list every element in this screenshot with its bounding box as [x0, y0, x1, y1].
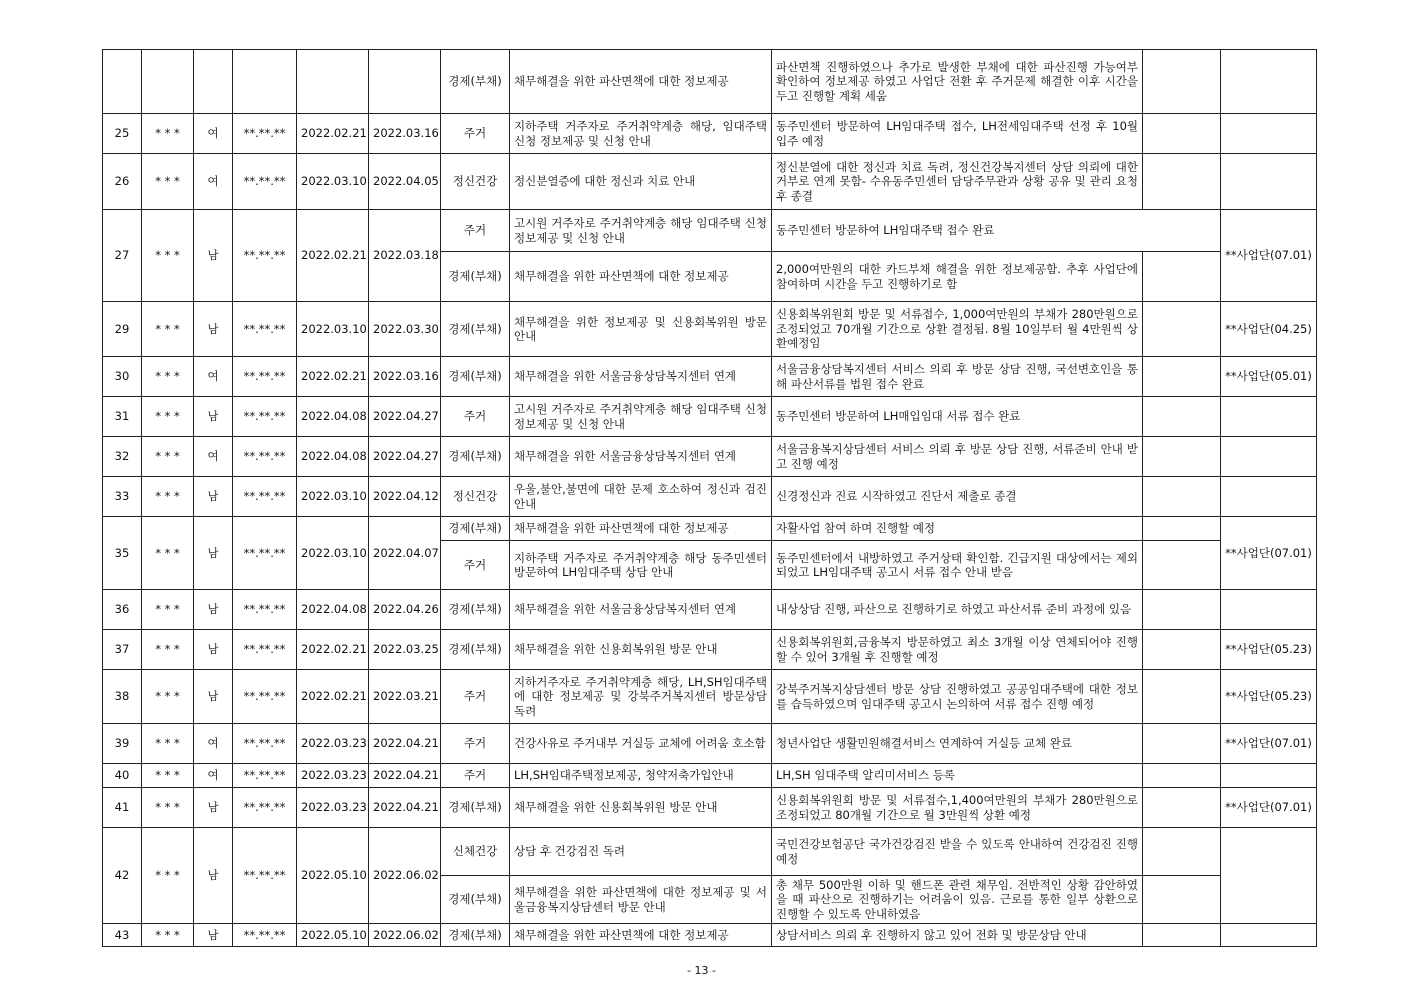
start-date-cell: 2022.02.21 — [297, 114, 369, 154]
start-date-cell: 2022.03.10 — [297, 302, 369, 357]
transfer-note-cell — [1221, 828, 1317, 924]
end-date-cell: 2022.03.16 — [369, 357, 441, 397]
birthdate-cell: **.**.** — [233, 357, 297, 397]
client-name-cell: * * * — [142, 210, 194, 302]
support-content-cell: 채무해결을 위한 정보제공 및 신용회복위원 방문 안내 — [510, 302, 772, 357]
result-cell: 서울금융상담복지센터 서비스 의뢰 후 방문 상담 진행, 국선변호인을 통해 파산서류를 법원 접수 완료 — [772, 357, 1143, 397]
table-row — [103, 50, 1317, 114]
transfer-note-cell: **사업단(05.01) — [1221, 357, 1317, 397]
category-cell: 경제(부채) — [441, 50, 510, 114]
case-number-cell: 26 — [103, 154, 142, 210]
support-content-cell: 건강사유로 주거내부 거실등 교체에 어려움 호소함 — [510, 724, 772, 764]
client-name-cell: * * * — [142, 590, 194, 630]
result-cell: 신경정신과 진료 시작하였고 진단서 제출로 종결 — [772, 477, 1143, 517]
start-date-cell: 2022.03.23 — [297, 788, 369, 828]
client-name-cell: * * * — [142, 764, 194, 788]
birthdate-cell: **.**.** — [233, 828, 297, 924]
result-cell: 신용회복위원회,금융복지 방문하였고 최소 3개월 이상 연체되어야 진행할 수 있어 3개월 후 진행할 예정 — [772, 630, 1143, 670]
blank-cell — [1143, 154, 1221, 210]
transfer-note-cell: **사업단(07.01) — [1221, 210, 1317, 302]
transfer-note-cell — [1221, 764, 1317, 788]
case-number-cell: 41 — [103, 788, 142, 828]
case-number-cell: 37 — [103, 630, 142, 670]
gender-cell: 남 — [194, 670, 233, 724]
category-cell: 주거 — [441, 397, 510, 437]
end-date-cell: 2022.06.02 — [369, 924, 441, 947]
case-number-cell: 35 — [103, 517, 142, 590]
blank-cell — [1143, 724, 1221, 764]
gender-cell: 남 — [194, 924, 233, 947]
gender-cell: 남 — [194, 590, 233, 630]
blank-cell — [1143, 924, 1221, 947]
category-cell: 경제(부채) — [441, 924, 510, 947]
case-number-cell: 40 — [103, 764, 142, 788]
client-name-cell: * * * — [142, 357, 194, 397]
category-cell: 경제(부채) — [441, 437, 510, 477]
transfer-note-cell: **사업단(05.23) — [1221, 670, 1317, 724]
case-number-cell — [103, 50, 142, 114]
client-name-cell: * * * — [142, 517, 194, 590]
result-cell: 2,000여만원의 대한 카드부채 해결을 위한 정보제공함. 추후 사업단에 참여하며 시간을 두고 진행하기로 함 — [772, 252, 1143, 302]
table-row — [103, 477, 1317, 517]
table-row — [103, 670, 1317, 724]
table-row — [103, 590, 1317, 630]
birthdate-cell: **.**.** — [233, 788, 297, 828]
client-name-cell: * * * — [142, 302, 194, 357]
blank-cell — [1143, 517, 1221, 541]
gender-cell: 여 — [194, 357, 233, 397]
end-date-cell: 2022.04.27 — [369, 397, 441, 437]
end-date-cell: 2022.04.27 — [369, 437, 441, 477]
category-cell: 정신건강 — [441, 477, 510, 517]
category-cell: 신체건강 — [441, 828, 510, 876]
blank-cell — [1143, 876, 1221, 924]
case-log-body — [103, 50, 1317, 947]
end-date-cell: 2022.04.21 — [369, 724, 441, 764]
end-date-cell — [369, 50, 441, 114]
support-content-cell: LH,SH임대주택정보제공, 청약저축가입안내 — [510, 764, 772, 788]
result-cell: 신용회복위원회 방문 및 서류접수, 1,000여만원의 부채가 280만원으로 조정되었고 70개월 기간으로 상환 결정됨. 8월 10일부터 월 4만원씩 상환예정임 — [772, 302, 1143, 357]
end-date-cell: 2022.04.05 — [369, 154, 441, 210]
result-cell: 청년사업단 생활민원해결서비스 연계하여 거실등 교체 완료 — [772, 724, 1143, 764]
support-content-cell: 지하거주자로 주거취약계층 해당, LH,SH임대주택에 대한 정보제공 및 강북주거복지센터 방문상담 독려 — [510, 670, 772, 724]
birthdate-cell: **.**.** — [233, 210, 297, 302]
start-date-cell: 2022.04.08 — [297, 397, 369, 437]
support-content-cell: 채무해결을 위한 서울금융상담복지센터 연계 — [510, 590, 772, 630]
table-row — [103, 154, 1317, 210]
blank-cell — [1143, 828, 1221, 876]
table-row — [103, 210, 1317, 252]
table-row — [103, 114, 1317, 154]
case-number-cell: 33 — [103, 477, 142, 517]
case-number-cell: 39 — [103, 724, 142, 764]
end-date-cell: 2022.04.12 — [369, 477, 441, 517]
result-cell: 상담서비스 의뢰 후 진행하지 않고 있어 전화 및 방문상담 안내 — [772, 924, 1143, 947]
table-row — [103, 924, 1317, 947]
transfer-note-cell — [1221, 50, 1317, 114]
birthdate-cell: **.**.** — [233, 114, 297, 154]
blank-cell — [1143, 670, 1221, 724]
birthdate-cell: **.**.** — [233, 764, 297, 788]
category-cell: 경제(부채) — [441, 517, 510, 541]
result-cell: 내상상담 진행, 파산으로 진행하기로 하였고 파산서류 준비 과정에 있음 — [772, 590, 1143, 630]
category-cell: 주거 — [441, 210, 510, 252]
result-cell: 서울금융복지상담센터 서비스 의뢰 후 방문 상담 진행, 서류준비 안내 받고 진행 예정 — [772, 437, 1143, 477]
support-content-cell: 채무해결을 위한 파산면책에 대한 정보제공 — [510, 50, 772, 114]
table-row — [103, 630, 1317, 670]
birthdate-cell: **.**.** — [233, 302, 297, 357]
gender-cell: 여 — [194, 437, 233, 477]
transfer-note-cell — [1221, 154, 1317, 210]
category-cell: 경제(부채) — [441, 876, 510, 924]
end-date-cell: 2022.04.21 — [369, 788, 441, 828]
table-row — [103, 302, 1317, 357]
category-cell: 경제(부채) — [441, 630, 510, 670]
support-content-cell: 고시원 거주자로 주거취약계층 해당 임대주택 신청 정보제공 및 신청 안내 — [510, 397, 772, 437]
result-cell: 총 채무 500만원 이하 및 핸드폰 관련 채무임. 전반적인 상황 감안하였을 때 파산으로 진행하기는 어려움이 있음. 근로를 통한 일부 상환으로 진행할 수 있도록 안내하였음 — [772, 876, 1143, 924]
gender-cell: 남 — [194, 630, 233, 670]
category-cell: 경제(부채) — [441, 302, 510, 357]
result-cell: 자활사업 참여 하며 진행할 예정 — [772, 517, 1143, 541]
transfer-note-cell: **사업단(07.01) — [1221, 788, 1317, 828]
client-name-cell: * * * — [142, 724, 194, 764]
birthdate-cell: **.**.** — [233, 590, 297, 630]
support-content-cell: 채무해결을 위한 서울금융상담복지센터 연계 — [510, 357, 772, 397]
category-cell: 정신건강 — [441, 154, 510, 210]
blank-cell — [1143, 252, 1221, 302]
start-date-cell: 2022.03.10 — [297, 477, 369, 517]
transfer-note-cell — [1221, 590, 1317, 630]
result-cell: 강북주거복지상담센터 방문 상담 진행하였고 공공임대주택에 대한 정보를 습득하였으며 임대주택 공고시 논의하여 서류 접수 진행 예정 — [772, 670, 1143, 724]
gender-cell: 남 — [194, 788, 233, 828]
category-cell: 경제(부채) — [441, 590, 510, 630]
support-content-cell: 정신분열증에 대한 정신과 치료 안내 — [510, 154, 772, 210]
case-log-table — [102, 49, 1317, 947]
client-name-cell: * * * — [142, 114, 194, 154]
end-date-cell: 2022.03.21 — [369, 670, 441, 724]
page-number: - 13 - — [687, 964, 716, 977]
blank-cell — [1143, 50, 1221, 114]
end-date-cell: 2022.03.30 — [369, 302, 441, 357]
transfer-note-cell — [1221, 924, 1317, 947]
gender-cell — [194, 50, 233, 114]
birthdate-cell: **.**.** — [233, 670, 297, 724]
result-cell: LH,SH 임대주택 알리미서비스 등록 — [772, 764, 1143, 788]
category-cell: 경제(부채) — [441, 788, 510, 828]
client-name-cell: * * * — [142, 630, 194, 670]
support-content-cell: 채무해결을 위한 파산면책에 대한 정보제공 및 서울금융복지상담센터 방문 안내 — [510, 876, 772, 924]
client-name-cell: * * * — [142, 437, 194, 477]
case-number-cell: 36 — [103, 590, 142, 630]
start-date-cell: 2022.03.10 — [297, 154, 369, 210]
transfer-note-cell — [1221, 437, 1317, 477]
end-date-cell: 2022.03.18 — [369, 210, 441, 302]
gender-cell: 남 — [194, 477, 233, 517]
transfer-note-cell: **사업단(05.23) — [1221, 630, 1317, 670]
gender-cell: 남 — [194, 828, 233, 924]
transfer-note-cell — [1221, 477, 1317, 517]
category-cell: 주거 — [441, 764, 510, 788]
case-number-cell: 32 — [103, 437, 142, 477]
blank-cell — [1143, 590, 1221, 630]
end-date-cell: 2022.04.07 — [369, 517, 441, 590]
birthdate-cell: **.**.** — [233, 397, 297, 437]
end-date-cell: 2022.03.16 — [369, 114, 441, 154]
table-row — [103, 397, 1317, 437]
gender-cell: 남 — [194, 210, 233, 302]
client-name-cell: * * * — [142, 397, 194, 437]
start-date-cell: 2022.02.21 — [297, 357, 369, 397]
support-content-cell: 채무해결을 위한 파산면책에 대한 정보제공 — [510, 924, 772, 947]
support-content-cell: 채무해결을 위한 신용회복위원 방문 안내 — [510, 788, 772, 828]
case-number-cell: 42 — [103, 828, 142, 924]
birthdate-cell: **.**.** — [233, 477, 297, 517]
blank-cell — [1143, 764, 1221, 788]
table-row — [103, 724, 1317, 764]
blank-cell — [1143, 357, 1221, 397]
result-cell: 동주민센터 방문하여 LH임대주택 접수 완료 — [772, 210, 1221, 252]
blank-cell — [1143, 541, 1221, 590]
blank-cell — [1143, 477, 1221, 517]
transfer-note-cell — [1221, 114, 1317, 154]
gender-cell: 남 — [194, 397, 233, 437]
start-date-cell: 2022.02.21 — [297, 670, 369, 724]
start-date-cell: 2022.02.21 — [297, 210, 369, 302]
table-row — [103, 357, 1317, 397]
start-date-cell: 2022.02.21 — [297, 630, 369, 670]
birthdate-cell: **.**.** — [233, 437, 297, 477]
birthdate-cell: **.**.** — [233, 924, 297, 947]
case-number-cell: 25 — [103, 114, 142, 154]
category-cell: 경제(부채) — [441, 252, 510, 302]
birthdate-cell: **.**.** — [233, 517, 297, 590]
transfer-note-cell: **사업단(07.01) — [1221, 724, 1317, 764]
category-cell: 주거 — [441, 724, 510, 764]
transfer-note-cell — [1221, 397, 1317, 437]
table-row — [103, 828, 1317, 876]
table-row — [103, 517, 1317, 541]
end-date-cell: 2022.04.21 — [369, 764, 441, 788]
birthdate-cell: **.**.** — [233, 154, 297, 210]
birthdate-cell — [233, 50, 297, 114]
start-date-cell: 2022.04.08 — [297, 590, 369, 630]
case-number-cell: 27 — [103, 210, 142, 302]
client-name-cell: * * * — [142, 477, 194, 517]
client-name-cell: * * * — [142, 828, 194, 924]
gender-cell: 여 — [194, 724, 233, 764]
support-content-cell: 지하주택 거주자로 주거취약계층 해당 동주민센터 방문하여 LH임대주택 상담 안내 — [510, 541, 772, 590]
case-number-cell: 38 — [103, 670, 142, 724]
end-date-cell: 2022.03.25 — [369, 630, 441, 670]
gender-cell: 여 — [194, 764, 233, 788]
category-cell: 경제(부채) — [441, 357, 510, 397]
result-cell: 동주민센터에서 내방하였고 주거상태 확인함. 긴급지원 대상에서는 제외되었고 LH임대주택 공고시 서류 접수 안내 받음 — [772, 541, 1143, 590]
support-content-cell: 고시원 거주자로 주거취약계층 해당 임대주택 신청 정보제공 및 신청 안내 — [510, 210, 772, 252]
gender-cell: 남 — [194, 302, 233, 357]
result-cell: 동주민센터 방문하여 LH임대주택 접수, LH전세임대주택 선정 후 10월 입주 예정 — [772, 114, 1143, 154]
support-content-cell: 채무해결을 위한 파산면책에 대한 정보제공 — [510, 252, 772, 302]
blank-cell — [1143, 630, 1221, 670]
birthdate-cell: **.**.** — [233, 630, 297, 670]
start-date-cell: 2022.03.23 — [297, 724, 369, 764]
support-content-cell: 우울,불안,불면에 대한 문제 호소하여 정신과 검진 안내 — [510, 477, 772, 517]
category-cell: 주거 — [441, 541, 510, 590]
start-date-cell — [297, 50, 369, 114]
category-cell: 주거 — [441, 670, 510, 724]
gender-cell: 여 — [194, 114, 233, 154]
transfer-note-cell: **사업단(07.01) — [1221, 517, 1317, 590]
result-cell: 동주민센터 방문하여 LH매입임대 서류 접수 완료 — [772, 397, 1143, 437]
support-content-cell: 채무해결을 위한 신용회복위원 방문 안내 — [510, 630, 772, 670]
support-content-cell: 지하주택 거주자로 주거취약계층 해당, 임대주택 신청 정보제공 및 신청 안내 — [510, 114, 772, 154]
case-number-cell: 30 — [103, 357, 142, 397]
result-cell: 국민건강보험공단 국가건강검진 받을 수 있도록 안내하여 건강검진 진행 예정 — [772, 828, 1143, 876]
end-date-cell: 2022.04.26 — [369, 590, 441, 630]
category-cell: 주거 — [441, 114, 510, 154]
gender-cell: 여 — [194, 154, 233, 210]
blank-cell — [1143, 437, 1221, 477]
start-date-cell: 2022.04.08 — [297, 437, 369, 477]
client-name-cell — [142, 50, 194, 114]
support-content-cell: 상담 후 건강검진 독려 — [510, 828, 772, 876]
blank-cell — [1143, 114, 1221, 154]
case-number-cell: 29 — [103, 302, 142, 357]
case-number-cell: 31 — [103, 397, 142, 437]
client-name-cell: * * * — [142, 788, 194, 828]
support-content-cell: 채무해결을 위한 서울금융상담복지센터 연계 — [510, 437, 772, 477]
start-date-cell: 2022.03.23 — [297, 764, 369, 788]
transfer-note-cell: **사업단(04.25) — [1221, 302, 1317, 357]
client-name-cell: * * * — [142, 154, 194, 210]
case-number-cell: 43 — [103, 924, 142, 947]
birthdate-cell: **.**.** — [233, 724, 297, 764]
result-cell: 정신분열에 대한 정신과 치료 독려, 정신건강복지센터 상담 의뢰에 대한 거부로 연계 못함- 수유동주민센터 담당주무관과 상황 공유 및 관리 요청 후 종결 — [772, 154, 1143, 210]
client-name-cell: * * * — [142, 924, 194, 947]
result-cell: 신용회복위원회 방문 및 서류접수,1,400여만원의 부채가 280만원으로 조정되었고 80개월 기간으로 월 3만원씩 상환 예정 — [772, 788, 1143, 828]
table-row — [103, 788, 1317, 828]
gender-cell: 남 — [194, 517, 233, 590]
client-name-cell: * * * — [142, 670, 194, 724]
blank-cell — [1143, 397, 1221, 437]
blank-cell — [1143, 788, 1221, 828]
end-date-cell: 2022.06.02 — [369, 828, 441, 924]
result-cell: 파산면책 진행하였으나 추가로 발생한 부채에 대한 파산진행 가능여부 확인하여 정보제공 하였고 사업단 전환 후 주거문제 해결한 이후 시간을 두고 진행할 계획 세움 — [772, 50, 1143, 114]
table-row — [103, 764, 1317, 788]
start-date-cell: 2022.05.10 — [297, 924, 369, 947]
support-content-cell: 채무해결을 위한 파산면책에 대한 정보제공 — [510, 517, 772, 541]
start-date-cell: 2022.03.10 — [297, 517, 369, 590]
table-row — [103, 437, 1317, 477]
blank-cell — [1143, 302, 1221, 357]
start-date-cell: 2022.05.10 — [297, 828, 369, 924]
